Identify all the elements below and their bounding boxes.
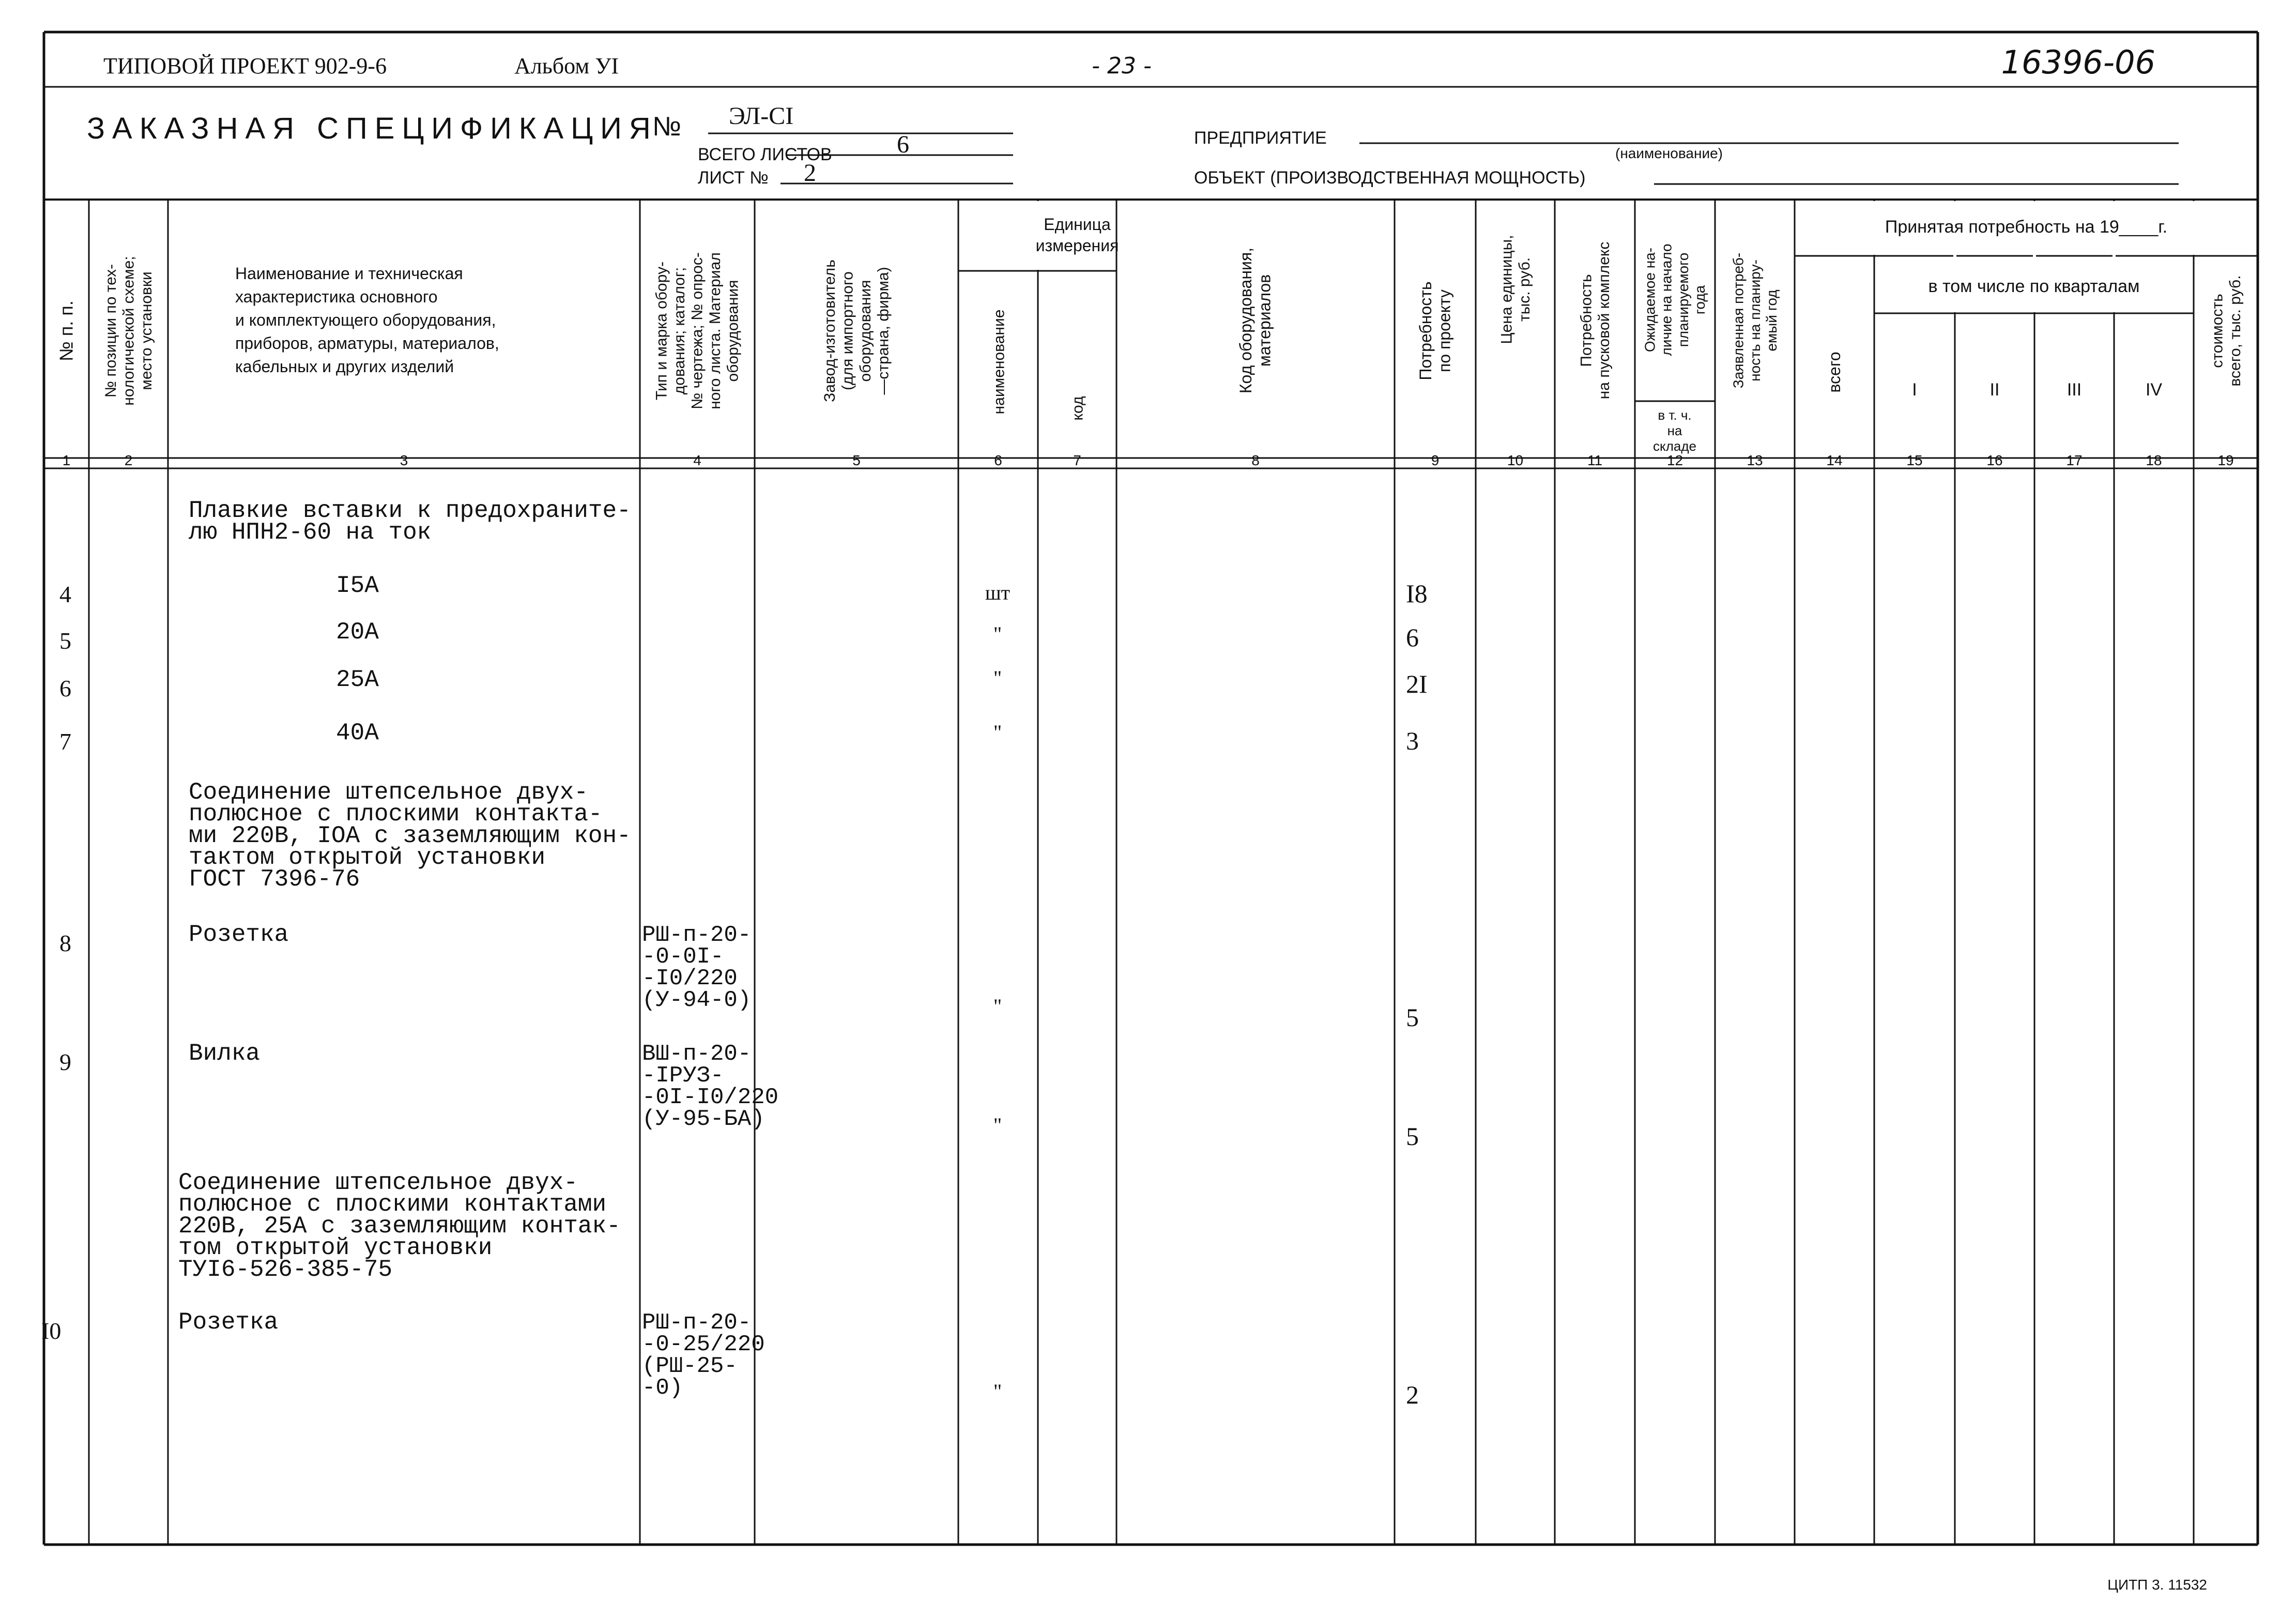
project-code: ТИПОВОЙ ПРОЕКТ 902-9-6 (103, 53, 387, 79)
accepted-header: Принятая потребность на 19____г. (1885, 217, 2168, 237)
quarter-2-header: II (1989, 380, 2000, 400)
page-number: - 23 - (1092, 53, 1152, 79)
col13-header: емый год (1764, 289, 1780, 352)
spec-title: ЗАКАЗНАЯ СПЕЦИФИКАЦИЯ (87, 112, 658, 145)
column-number: 9 (1431, 452, 1440, 468)
item-name-line: I5A (336, 572, 379, 599)
quantity-value: I8 (1406, 579, 1428, 608)
sheets-value: 6 (897, 131, 909, 158)
quantity-value: 2I (1406, 669, 1428, 698)
row-number: 7 (59, 728, 71, 755)
col4-header: ного листа. Материал (707, 252, 724, 409)
item-name-line: полюсное с плоскими контактами (178, 1191, 607, 1218)
item-name-line: 40A (336, 720, 379, 746)
row-number: 8 (59, 930, 71, 956)
sheets-label: ВСЕГО ЛИСТОВ (698, 145, 832, 164)
col12-header: года (1692, 285, 1708, 315)
column-number: 14 (1826, 452, 1843, 468)
quantity-value: 5 (1406, 1122, 1419, 1151)
quarter-1-header: I (1912, 380, 1917, 400)
column-number: 6 (994, 452, 1002, 468)
quarters-header: в том числе по кварталам (1928, 277, 2140, 296)
column-number: 17 (2066, 452, 2083, 468)
item-name-line: полюсное с плоскими контакта- (189, 801, 603, 828)
col2-header: нологической схеме; (120, 256, 137, 406)
row-number: I0 (41, 1318, 62, 1344)
column-number: 10 (1507, 452, 1524, 468)
sheet-value: 2 (804, 159, 816, 187)
col12-header: планируемого (1675, 252, 1691, 347)
col14-header: всего (1825, 352, 1844, 393)
col4-header: № чертежа; № опрос- (688, 252, 706, 409)
item-type-line: (РШ-25- (642, 1353, 738, 1379)
col19-header: стоимость (2209, 294, 2226, 368)
quarter-4-header: IV (2145, 380, 2163, 400)
column-number: 3 (400, 452, 408, 468)
col13-header: ность на планиру- (1747, 260, 1763, 381)
col12-sub: в т. ч. (1658, 407, 1692, 423)
column-number: 1 (62, 452, 71, 468)
quarter-3-header: III (2067, 380, 2082, 400)
unit-value: " (993, 1113, 1002, 1137)
item-type-line: -0-0I- (642, 944, 724, 970)
quantity-value: 5 (1406, 1003, 1419, 1032)
col19-header: всего, тыс. руб. (2226, 275, 2244, 387)
col9-header: Потребность (1416, 281, 1435, 380)
column-number: 8 (1251, 452, 1260, 468)
col11-header: Потребность (1578, 274, 1595, 367)
item-type-line: ВШ-п-20- (642, 1041, 752, 1067)
unit-value: " (993, 622, 1002, 646)
item-type-line: -IРУЗ- (642, 1063, 724, 1089)
col2-header: № позиции по тех- (102, 264, 119, 398)
col7-header: код (1069, 396, 1086, 421)
col12-header: личие на начало (1658, 243, 1675, 356)
row-number: 6 (59, 675, 71, 701)
item-name-line: лю НПН2-60 на ток (189, 519, 432, 546)
column-number: 15 (1906, 452, 1923, 468)
item-type-line: -0-25/220 (642, 1332, 765, 1357)
unit-value: шт (985, 581, 1011, 604)
column-number: 19 (2217, 452, 2234, 468)
col9-header: по проекту (1435, 289, 1454, 373)
album-label: Альбом УI (514, 53, 619, 79)
col6-header: наименование (990, 309, 1008, 415)
item-name-line: ТУI6-526-385-75 (178, 1256, 393, 1283)
item-name-line: 20A (336, 619, 379, 646)
item-type-line: -0) (642, 1375, 683, 1401)
col12-sub: складе (1653, 438, 1696, 454)
item-name-line: 220В, 25А с заземляющим контак- (178, 1213, 621, 1240)
col5-header: —страна, фирма) (875, 267, 892, 395)
unit-group-header: Единица (1044, 215, 1111, 234)
col13-header: Заявленная потреб- (1730, 252, 1747, 389)
column-number: 18 (2146, 452, 2162, 468)
column-number: 12 (1666, 452, 1683, 468)
item-type-line: (У-94-0) (642, 987, 752, 1013)
col4-header: оборудования (724, 280, 742, 382)
quantity-value: 3 (1406, 726, 1419, 755)
column-number: 16 (1986, 452, 2003, 468)
row-number: 5 (59, 628, 71, 654)
item-name-line: Розетка (189, 921, 289, 948)
spec-number: ЭЛ-СI (729, 102, 794, 130)
row-number: 4 (59, 581, 71, 607)
enterprise-label: ПРЕДПРИЯТИЕ (1194, 128, 1327, 148)
col4-header: дования; каталог; (671, 267, 688, 395)
item-name-line: ми 220В, IOA с заземляющим кон- (189, 822, 631, 849)
item-type-line: (У-95-БА) (642, 1106, 765, 1132)
col8-header: материалов (1255, 274, 1274, 367)
col12-sub: на (1667, 423, 1682, 438)
item-name-line: том открытой установки (178, 1234, 493, 1261)
item-name-line: Розетка (178, 1309, 279, 1336)
unit-value: " (993, 995, 1002, 1018)
quantity-value: 6 (1406, 623, 1419, 652)
footer-code: ЦИТП 3. 11532 (2107, 1577, 2207, 1593)
col11-header: на пусковой комплекс (1595, 241, 1613, 400)
item-name-line: Соединение штепсельное двух- (189, 779, 588, 806)
item-name-line: 25A (336, 666, 379, 693)
quantity-value: 2 (1406, 1380, 1419, 1409)
item-name-line: тактом открытой установки (189, 844, 546, 871)
object-label: ОБЪЕКТ (ПРОИЗВОДСТВЕННАЯ МОЩНОСТЬ) (1194, 168, 1586, 188)
column-number: 11 (1587, 452, 1603, 468)
item-type-line: РШ-п-20- (642, 1310, 752, 1336)
column-number: 5 (852, 452, 861, 468)
name-hint: (наименование) (1615, 145, 1723, 161)
row-number: 9 (59, 1049, 71, 1075)
col4-header: Тип и марка обору- (653, 261, 670, 401)
item-type-line: -0I-I0/220 (642, 1085, 779, 1110)
item-name-line: Плавкие вставки к предохраните- (189, 497, 631, 524)
column-number: 2 (124, 452, 133, 468)
column-number: 7 (1073, 452, 1081, 468)
col5-header: оборудования (856, 280, 874, 382)
item-name-line: ГОСТ 7396-76 (189, 866, 360, 893)
col8-header: Код оборудования, (1236, 247, 1255, 394)
form-text (41, 43, 2244, 1593)
col10-header: Цена единицы, (1498, 235, 1516, 344)
item-type-line: -I0/220 (642, 966, 738, 991)
unit-group-header: измерения (1035, 236, 1119, 255)
col3-header: приборов, арматуры, материалов, (235, 334, 499, 353)
item-type-line: РШ-п-20- (642, 922, 752, 948)
col3-header: Наименование и техническая (235, 264, 463, 283)
col3-header: и комплектующего оборудования, (235, 311, 496, 329)
col3-header: характеристика основного (235, 287, 438, 306)
document-number: 16396-06 (2001, 43, 2155, 81)
col5-header: (для импортного (839, 271, 856, 390)
col5-header: Завод-изготовитель (821, 260, 838, 402)
column-number: 4 (693, 452, 701, 468)
col3-header: кабельных и других изделий (235, 357, 454, 376)
unit-value: " (993, 666, 1002, 690)
col12-header: Ожидаемое на- (1642, 247, 1658, 353)
sheet-label: ЛИСТ № (698, 168, 769, 188)
col2-header: место установки (138, 271, 155, 390)
column-number: 13 (1747, 452, 1763, 468)
col1-header: № п. п. (55, 300, 77, 361)
item-name-line: Вилка (189, 1040, 261, 1067)
item-name-line: Соединение штепсельное двух- (178, 1169, 578, 1196)
unit-value: " (993, 721, 1002, 744)
number-label: № (652, 112, 681, 142)
col10-header: тыс. руб. (1516, 257, 1533, 322)
unit-value: " (993, 1380, 1002, 1403)
